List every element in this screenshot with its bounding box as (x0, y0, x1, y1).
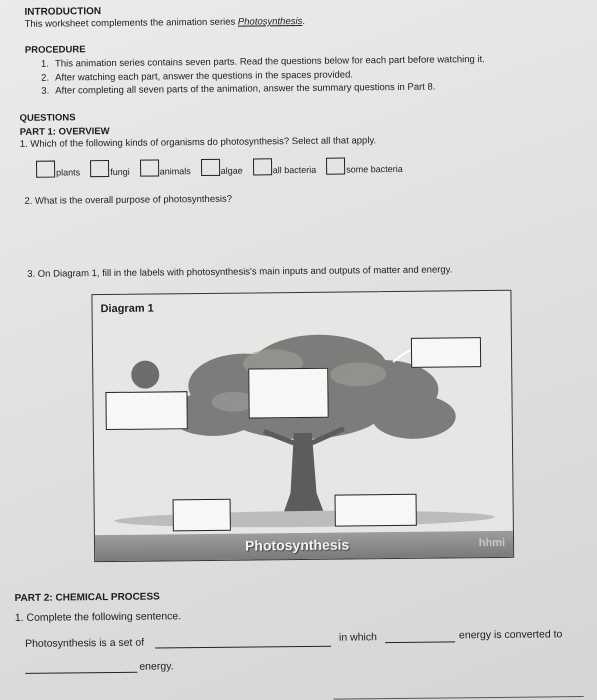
part2-question-1: 1. Complete the following sentence. (14, 610, 182, 625)
blank-line-3[interactable] (25, 672, 137, 674)
option-algae[interactable]: algae (201, 159, 243, 176)
option-all-bacteria[interactable]: all bacteria (253, 158, 317, 176)
label-box-center[interactable] (248, 368, 329, 419)
answer-line-bottom[interactable] (334, 696, 584, 700)
organism-options (36, 157, 413, 178)
checkbox[interactable] (140, 159, 159, 176)
sentence-part-b: in which (338, 631, 378, 644)
option-animals[interactable]: animals (140, 159, 191, 177)
checkbox[interactable] (201, 159, 220, 176)
intro-text-prefix: This worksheet complements the animation series (24, 16, 238, 30)
checkbox[interactable] (90, 160, 109, 177)
intro-link[interactable]: Photosynthesis (237, 15, 303, 28)
checkbox[interactable] (36, 161, 55, 178)
procedure-heading: PROCEDURE (24, 44, 86, 56)
label-box-left[interactable] (105, 391, 187, 430)
intro-heading: INTRODUCTION (24, 6, 102, 18)
sun-icon (131, 360, 159, 388)
banner-title: Photosynthesis (244, 536, 350, 554)
diagram-1 (91, 290, 514, 562)
blank-line-2[interactable] (385, 641, 455, 643)
procedure-step: 3. After completing all seven parts of the animation, answer the summary questions in Part 8. (41, 81, 436, 97)
hhmi-logo: hhmi (478, 536, 506, 550)
checkbox[interactable] (326, 158, 345, 175)
part1-heading: PART 1: OVERVIEW (19, 125, 110, 138)
part2-heading: PART 2: CHEMICAL PROCESS (14, 591, 160, 605)
intro-text-suffix: . (302, 15, 306, 27)
tree-trunk (282, 433, 325, 515)
sentence-part-c: energy is converted to (458, 628, 563, 642)
question-3: 3. On Diagram 1, fill in the labels with photosynthesis's main inputs and outputs of matter and energy. (27, 264, 453, 280)
sentence-part-a: Photosynthesis is a set of (24, 636, 145, 650)
intro-text (25, 16, 306, 31)
diagram-banner (95, 531, 513, 561)
option-plants[interactable]: plants (36, 160, 80, 177)
option-some-bacteria[interactable]: some bacteria (326, 157, 403, 175)
procedure-step: 2. After watching each part, answer the questions in the spaces provided. (41, 69, 354, 84)
label-box-bottom-right[interactable] (335, 494, 417, 527)
questions-heading: QUESTIONS (19, 112, 76, 124)
question-2: 2. What is the overall purpose of photosynthesis? (24, 193, 233, 207)
option-fungi[interactable]: fungi (90, 160, 130, 177)
blank-line-1[interactable] (155, 646, 331, 649)
checkbox[interactable] (253, 158, 272, 175)
label-box-top-right[interactable] (411, 337, 481, 368)
procedure-step: 1. This animation series contains seven parts. Read the questions below for each part before watching it. (40, 54, 485, 70)
sentence-part-d: energy. (139, 660, 174, 673)
question-1: 1. Which of the following kinds of organisms do photosynthesis? Select all that apply. (19, 135, 377, 150)
diagram-title: Diagram 1 (100, 302, 154, 316)
label-box-bottom-left[interactable] (173, 499, 231, 532)
